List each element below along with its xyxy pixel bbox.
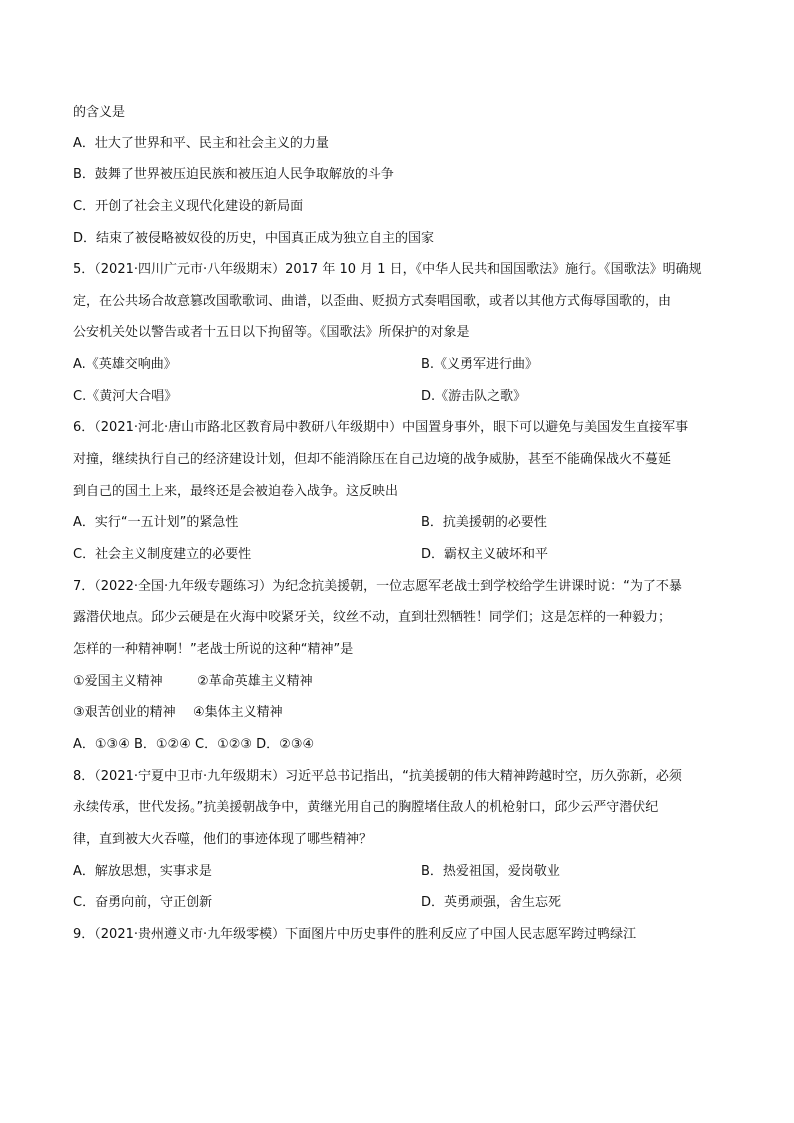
q5-stem-line: 定，在公共场合故意篡改国歌歌词、曲谱，以歪曲、贬损方式奏唱国歌，或者以其他方式侮辱国歌的，由: [73, 294, 672, 309]
q8-option-c: C．奋勇向前，守正创新: [73, 895, 213, 910]
intro-line: 的含义是: [73, 105, 126, 120]
q5-stem-line: 5．（2021·四川广元市·八年级期末）2017 年 10 月 1 日，《中华人民共和国国歌法》施行。《国歌法》明确规: [73, 262, 702, 277]
q8-stem-line: 永续传承，世代发扬。”抗美援朝战争中，黄继光用自己的胸膛堵住敌人的机枪射口，邱少云严守潜伏纪: [73, 800, 659, 815]
q5-stem-line: 公安机关处以警告或者十五日以下拘留等。《国歌法》所保护的对象是: [73, 325, 470, 340]
q6-option-a: A．实行“一五计划”的紧急性: [73, 515, 239, 530]
q5-option-b: B.《义勇军进行曲》: [421, 357, 539, 372]
q7-item-2: ②革命英雄主义精神: [197, 674, 313, 689]
q7-item-row: [73, 704, 283, 722]
q8-stem-line: 8．（2021·宁夏中卫市·九年级期末）习近平总书记指出，“抗美援朝的伟大精神跨越时空，历久弥新，必须: [73, 769, 682, 784]
q8-option-a: A．解放思想，实事求是: [73, 864, 212, 879]
q5-option-c: C.《黄河大合唱》: [73, 389, 178, 404]
q7-item-3: ③艰苦创业的精神: [73, 705, 176, 720]
q5-option-row: [73, 388, 527, 406]
q8-option-d: D．英勇顽强，舍生忘死: [421, 895, 562, 910]
q7-item-row: [73, 673, 313, 691]
q6-stem-line: 6．（2021·河北·唐山市路北区教育局中教研八年级期中）中国置身事外，眼下可以避免与美国发生直接军事: [73, 420, 689, 435]
q8-stem-line: 律，直到被大火吞噬，他们的事迹体现了哪些精神？: [73, 832, 373, 847]
q4-option-c: C．开创了社会主义现代化建设的新局面: [73, 199, 304, 214]
q5-option-d: D.《游击队之歌》: [421, 389, 527, 404]
q9-stem-line: 9．（2021·贵州遵义市·九年级零模）下面图片中历史事件的胜利反应了中国人民志愿军跨过鸭绿江: [73, 927, 637, 942]
q5-option-a: A.《英雄交响曲》: [73, 357, 177, 372]
q4-option-b: B．鼓舞了世界被压迫民族和被压迫人民争取解放的斗争: [73, 167, 394, 182]
q8-option-row: [73, 863, 560, 881]
q7-item-4: ④集体主义精神: [193, 705, 283, 720]
q7-stem-line: 怎样的一种精神啊！”老战士所说的这种“精神”是: [73, 642, 354, 657]
q4-option-d: D．结束了被侵略被奴役的历史，中国真正成为独立自主的国家: [73, 231, 435, 246]
q6-stem-line: 到自己的国土上来，最终还是会被迫卷入战争。这反映出: [73, 484, 399, 499]
q5-option-row: [73, 356, 539, 374]
q7-stem-line: 7．（2022·全国·九年级专题练习）为纪念抗美援朝，一位志愿军老战士到学校给学生讲课时说：“为了不暴: [73, 579, 682, 594]
q6-option-d: D．霸权主义破坏和平: [421, 547, 549, 562]
q7-item-1: ①爱国主义精神: [73, 674, 163, 689]
q6-stem-line: 对撞，继续执行自己的经济建设计划，但却不能消除压在自己边境的战争威胁，甚至不能确保战火不蔓延: [73, 452, 672, 467]
q7-answer-line: A．①③④ B．①②④ C．①②③ D．②③④: [73, 737, 315, 752]
q8-option-row: [73, 894, 562, 912]
q6-option-row: [73, 514, 547, 532]
q6-option-b: B．抗美援朝的必要性: [421, 515, 547, 530]
q8-option-b: B．热爱祖国，爱岗敬业: [421, 864, 560, 879]
q4-option-a: A．壮大了世界和平、民主和社会主义的力量: [73, 136, 329, 151]
q7-stem-line: 露潜伏地点。邱少云硬是在火海中咬紧牙关，纹丝不动，直到壮烈牺牲！同学们；这是怎样的一种毅力；: [73, 610, 672, 625]
q6-option-row: [73, 546, 549, 564]
q6-option-c: C．社会主义制度建立的必要性: [73, 547, 252, 562]
